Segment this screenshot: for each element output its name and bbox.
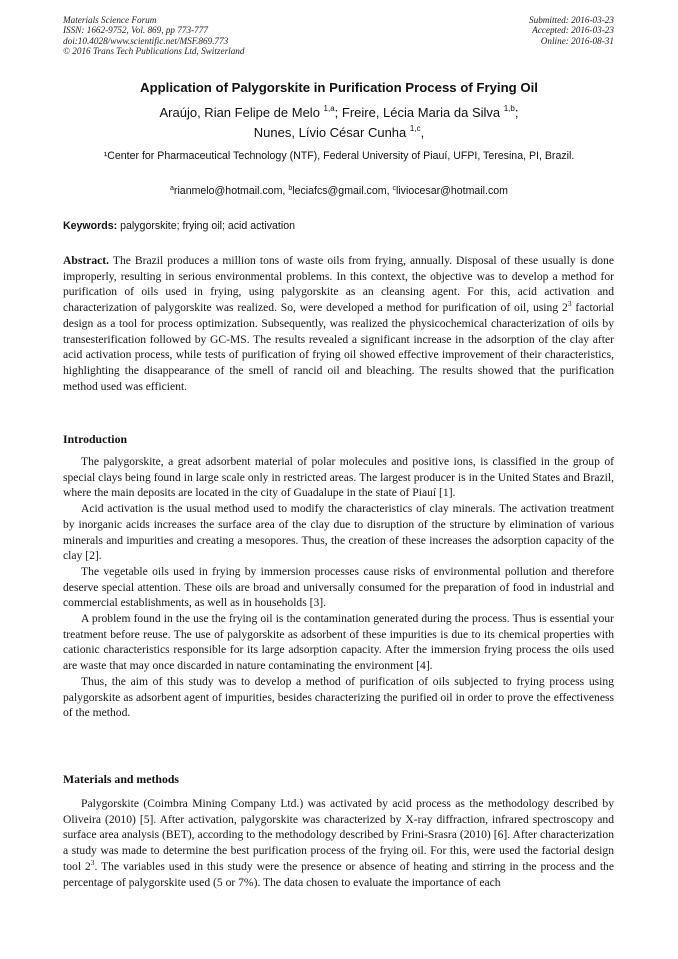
- introduction-body: [63, 454, 614, 721]
- author-separator: ;: [334, 105, 342, 120]
- doi-line: doi:10.4028/www.scientific.net/MSF.869.773: [63, 35, 229, 46]
- author-separator: ,: [420, 125, 425, 140]
- abstract-superscript: 3: [567, 299, 572, 309]
- methods-paragraph-1: [63, 796, 614, 890]
- email-a[interactable]: rianmelo@hotmail.com: [173, 185, 283, 197]
- journal-name: Materials Science Forum: [63, 15, 157, 25]
- methods-text-part-1: Palygorskite (Coimbra Mining Company Ltd.) was activated by acid process as the methodology described by Oliveira (2010) [5]. After activation, palygorskite was characterized by X-ray diffraction, infrared spectroscopy and surface area analysis (BET), according to the methodology described by Frini-Srasra (2010) [6]. After characterization a study was made to determine the best purification process of the frying oil. For this, were used the factorial design tool 2: [63, 797, 614, 873]
- header-left: [63, 15, 244, 57]
- online-date: Online: 2016-08-31: [540, 35, 614, 46]
- affiliation: ¹Center for Pharmaceutical Technology (NTF), Federal University of Piauí, UFPI, Teresina, PI, Brazil.: [103, 150, 575, 162]
- methods-superscript: 3: [90, 857, 95, 867]
- author-line-1: [0, 103, 678, 122]
- email-c[interactable]: liviocesar@hotmail.com: [395, 185, 508, 197]
- intro-paragraph-2: Acid activation is the usual method used to modify the characteristics of clay minerals. The activation treatment by inorganic acids increases the surface area of the clay due to disruption of the structure by elimination of various minerals and impurities and creating a mesopores. Thus, the creation of these increases the adsorption capacity of the clay [2].: [63, 502, 614, 563]
- header-right: [529, 15, 614, 46]
- author-line-2: [0, 123, 678, 142]
- copyright-line: © 2016 Trans Tech Publications Ltd, Switzerland: [63, 46, 245, 57]
- email-c-marker: c: [392, 185, 396, 192]
- abstract-paragraph: [63, 253, 614, 394]
- keywords: [63, 220, 295, 232]
- introduction-heading: Introduction: [63, 432, 128, 446]
- intro-paragraph-4: A problem found in the use the frying oil is the contamination generated during the process. Thus is essential your treatment before reuse. The use of palygorskite as adsorbent of these impurities is due to its chemical properties with cationic characteristics responsible for its large adsorption capacity. After the immersion frying process the oils used are waste that may once discarded in nature contaminating the environment [4].: [63, 612, 614, 673]
- keywords-label: Keywords:: [63, 220, 118, 232]
- author-2-name: Freire, Lécia Maria da Silva: [341, 105, 504, 120]
- author-3-name: Nunes, Lívio César Cunha: [253, 125, 410, 140]
- intro-paragraph-5: Thus, the aim of this study was to develop a method of purification of oils subjected to frying process using palygorskite as adsorbent agent of impurities, besides characterizing the purified oil in order to prove the effectiveness of the method.: [63, 674, 614, 720]
- methods-text-part-2: . The variables used in this study were the presence or absence of heating and stirring in the process and the percentage of palygorskite used (5 or 7%). The data chosen to evaluate the importance of each: [63, 859, 614, 889]
- accepted-date: Accepted: 2016-03-23: [532, 25, 614, 36]
- methods-heading: Materials and methods: [63, 772, 179, 786]
- author-2-affil: 1,b: [503, 104, 515, 113]
- author-emails: [0, 185, 678, 197]
- abstract: [63, 253, 614, 394]
- issn-line: ISSN: 1662-9752, Vol. 869, pp 773-777: [63, 25, 208, 36]
- submitted-date: Submitted: 2016-03-23: [529, 15, 614, 25]
- abstract-text-part-2: factorial design as a tool for process optimization. Subsequently, was realized the physicochemical characterization of oils by transesterification followed by GC-MS. The results revealed a significant increase in the adsorption of the clay after acid activation process, while tests of purification of frying oil showed effective improvement of their characteristics, highlighting the disappearance of the smell of rancid oil and bleaching. The results showed that the purification method used was efficient.: [63, 301, 614, 393]
- author-1-affil: 1,a: [323, 104, 335, 113]
- email-b-marker: b: [288, 185, 293, 192]
- email-separator: ,: [282, 185, 289, 197]
- author-separator: ;: [514, 105, 519, 120]
- email-separator: ,: [386, 185, 393, 197]
- paper-title: Application of Palygorskite in Purification Process of Frying Oil: [140, 80, 538, 95]
- keywords-text: palygorskite; frying oil; acid activation: [117, 220, 295, 232]
- email-a-marker: a: [170, 185, 174, 192]
- author-3-affil: 1,c: [409, 124, 421, 133]
- abstract-text-part-1: The Brazil produces a million tons of waste oils from frying, annually. Disposal of these usually is done improperly, resulting in serious environmental problems. In this context, the objective was to develop a method for purification of oils used in frying, using palygorskite as an cleansing agent. For this, acid activation and characterization of palygorskite was realized. So, were developed a method for purification of oil, using 2: [63, 254, 614, 315]
- intro-paragraph-1: The palygorskite, a great adsorbent material of polar molecules and positive ions, is classified in the group of special clays being found in large scale only in restricted areas. The largest producer is in the United States and Brazil, where the main deposits are located in the city of Guadalupe in the state of Piauí [1].: [63, 455, 614, 500]
- intro-paragraph-3: The vegetable oils used in frying by immersion processes cause risks of environmental pollution and therefore deserve special attention. These oils are broad and universally consumed for the preparation of food in industrial and commercial establishments, as well as in households [3].: [63, 564, 614, 610]
- methods-body: [63, 796, 614, 890]
- email-b[interactable]: leciafcs@gmail.com: [292, 185, 387, 197]
- abstract-label: Abstract.: [63, 254, 110, 267]
- author-1-name: Araújo, Rian Felipe de Melo: [159, 105, 324, 120]
